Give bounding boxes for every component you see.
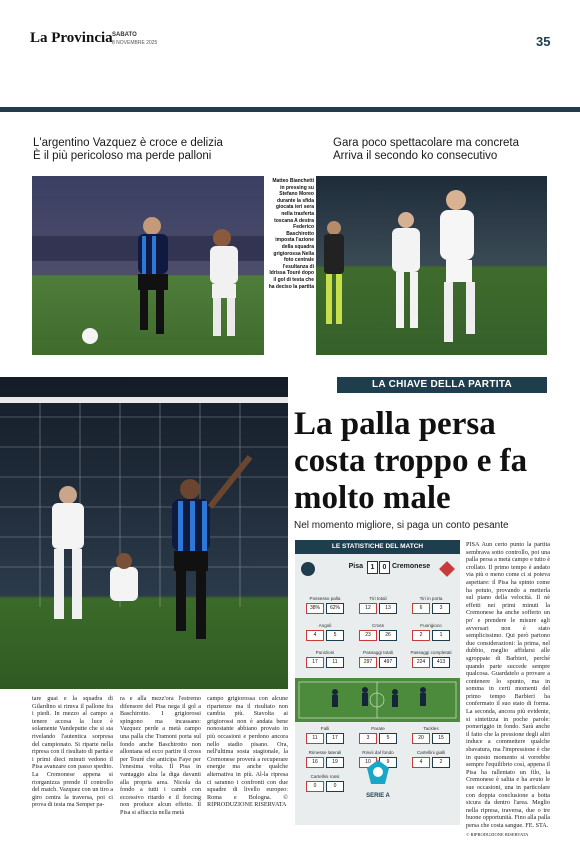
stat-home-value: 10 [359,757,377,768]
stat-home-value: 4 [412,757,430,768]
stat-label: Parate [371,726,385,731]
masthead-date: 8 NOVEMBRE 2025 [112,40,158,46]
stat-home-value: 4 [306,630,324,641]
stat-home-value: 11 [306,733,324,744]
side-column [466,541,550,838]
stat-home-value: 2 [412,630,430,641]
stat-away-value: 1 [432,630,450,641]
stat-home-value: 6 [412,603,430,614]
stat-label: Cartellini rossi [310,774,340,779]
left-headline [33,137,273,163]
body-column-3: campo grigiorossa con alcune ripartenze ma il risultato non cambia più. Stavolta ai grigiorossi non è andata bene nonostante abbiano provato in più occasioni e perdono ancora nello stadio pisano. Ora, nell'ultima sosta stagionale, la Cremonese proverà a recuperare energie ma anche qualche alternativa in più. Al-la ripresa ci saranno i confronti con due squadre di livello europeo: Roma e Bologna. © RIPRODUZIONE RISERVATA [207,695,288,809]
stat-home-value: 0 [306,781,324,792]
stat-label: Passaggi totali [363,650,393,655]
right-headline-line1: Gara poco spettacolare ma concreta [333,137,520,149]
stat-away-value: 0 [326,781,344,792]
stat-label: Tackles [423,726,439,731]
stat-away-value: 2 [432,757,450,768]
cremonese-crest-icon [439,561,455,577]
stat-away-value: 413 [432,657,450,668]
stat-away-value: 9 [379,757,397,768]
stat-home-value: 16 [306,757,324,768]
stat-home-value: 20 [412,733,430,744]
photo-goal-celebration [0,377,288,689]
stat-away-value: 497 [379,657,397,668]
stat-label: Fuorigioco [420,623,442,628]
stat-label: Rimesse laterali [308,750,342,755]
right-headline-line2: Arriva il secondo ko consecutivo [333,150,498,162]
stat-label: Tiri totali [369,596,387,601]
left-headline-line1: L'argentino Vazquez è croce e delizia [33,137,223,149]
match-stats-panel [295,540,460,825]
stat-label: Cross [372,623,384,628]
score-row [295,558,460,580]
away-score: 0 [379,561,390,574]
side-column-footer: © RIPRODUZIONE RISERVATA [466,831,529,837]
serie-a-logo [363,758,393,799]
pitch-graphic [295,678,460,722]
stat-away-value: 15 [432,733,450,744]
photo-caption: Matteo Bianchetti in pressing su Stefano Moreo durante la sfida giocata ieri sera nella trasferta toscana A destra Federico Baschirotto imposta l'azione della squadra grigiorossa Nella foto centrale l'esultanza di Idrissa Touré dopo il gol di testa che ha deciso la partita [268,178,314,290]
stat-label: Possesso palla [309,596,341,601]
stat-away-value: 13 [379,603,397,614]
left-headline-line2: È il più pericoloso ma perde palloni [33,150,212,162]
stat-home-value: 23 [359,630,377,641]
page-number: 35 [536,34,551,49]
league-label: SERIE A [366,793,390,799]
stat-away-value: 5 [326,630,344,641]
away-team: Cremonese [392,563,431,570]
main-headline: La palla persa costa troppo e fa molto male [294,406,528,516]
photo-pressing [32,176,264,355]
stat-away-value: 11 [326,657,344,668]
home-score: 1 [367,561,378,574]
stat-home-value: 297 [359,657,377,668]
side-column-text: PISA Aun certo punto la partita sembrava sotto controllo, poi una palla persa a metà campo e tutto è crollato. Il primo tempo è andato via più o meno come ci si poteva aspettare: il Pisa ha spinto come ha potuto, provando a metterla sul piano della velocità. Il nè effetti nei primi minuti la Cremonese ha anche sofferto un po' e prendere le misure agli avversari non è stato semplicissimo. Qui però partono due considerazioni: la prima, nel dubbio, meglio affidarsi alle sgroppate di Barbieri, perché quando parte succede sempre qualcosa. Guardatelo a provare a contenere lo spunto, ma in somma in certi momenti del primo tempo Barbieri ha confermato il suo stato di forma. La seconda, ancora più evidente, si sintetizza in poche parole: pomeriggio in fondo. Sarà anche il fatto che la pressione degli altri induce a commettere qualche sbavatura, ma l'impressione è che in questo momento si vorrebbe sempre l'equilibrio così, appena il Pisa ha rallentato un filo, la Cremonese è salita e ha avuto le sue occasioni, una in particolare con doppia conclusione a botta sicura da dentro l'area. Meglio nella ripresa, traversa, due o tre buone opportunità. Fino alla palla persa che costa sangue. FE. STA. [466,541,551,829]
stat-label: Tiri in porta [419,596,443,601]
stat-away-value: 5 [379,733,397,744]
stat-home-value: 3 [359,733,377,744]
stat-label: Punizioni [315,650,335,655]
stat-home-value: 38% [306,603,324,614]
top-rule [0,107,580,112]
stat-away-value: 26 [379,630,397,641]
stat-home-value: 12 [359,603,377,614]
stat-label: Cartellini gialli [416,750,446,755]
stats-title: LE STATISTICHE DEL MATCH [295,540,460,554]
stat-away-value: 62% [326,603,344,614]
masthead-title: La Provincia [30,30,113,46]
stat-home-value: 224 [412,657,430,668]
body-column-1: tare guai e la squadra di Gilardino si rimva il pallone fra i piedi. In mezzo al campo a tenere accesa la luce è solamente Vandeputte che si sta rivelando l'autentica sorpresa del campionato. Si riparte nella ripresa con il risultato di parità e i primi dieci minuti vedono il Pisa avanzare con passo spedito. La Cremonese appena si riorganizza prende il controllo del match. Vazquez con un tiro a giro centra la traversa, poi ci prova di testa ma Semper pa- [32,695,113,809]
stat-away-value: 19 [326,757,344,768]
masthead-day: SABATO [112,32,137,38]
stat-home-value: 17 [306,657,324,668]
section-tag: LA CHIAVE DELLA PARTITA [337,377,547,393]
stat-label: Falli [320,726,330,731]
body-column-2: ra e alla mezz'ora l'estremo difensore del Pisa nega il gol a Baschirotto. I grigiorossi spingono ma incassano: Vazquez perde a metà campo una palla che Tramoni porta sul fondo anche Baschirotto non allontana ed ecco partire il cross per Touré che anticipa Faye per l'enesima volta. Il Pisa in vantaggio alza la diga davanti alla propria area. Nicola da fondo a tutti i cambi con eccessivo ritardo e il forcing non produce alcun effetto. Il Pisa si affaccia nella metà [120,695,201,816]
photo-baschirotto [316,176,547,355]
stat-away-value: 3 [432,603,450,614]
pisa-crest-icon [301,562,315,576]
stat-away-value: 17 [326,733,344,744]
stat-label: Rinvii dal fondo [362,750,394,755]
right-headline [333,137,573,163]
stat-label: Passaggi completati [410,650,452,655]
home-team: Pisa [348,563,363,570]
sub-headline: Nel momento migliore, si paga un conto pesante [294,520,509,531]
stat-label: Angoli [318,623,332,628]
